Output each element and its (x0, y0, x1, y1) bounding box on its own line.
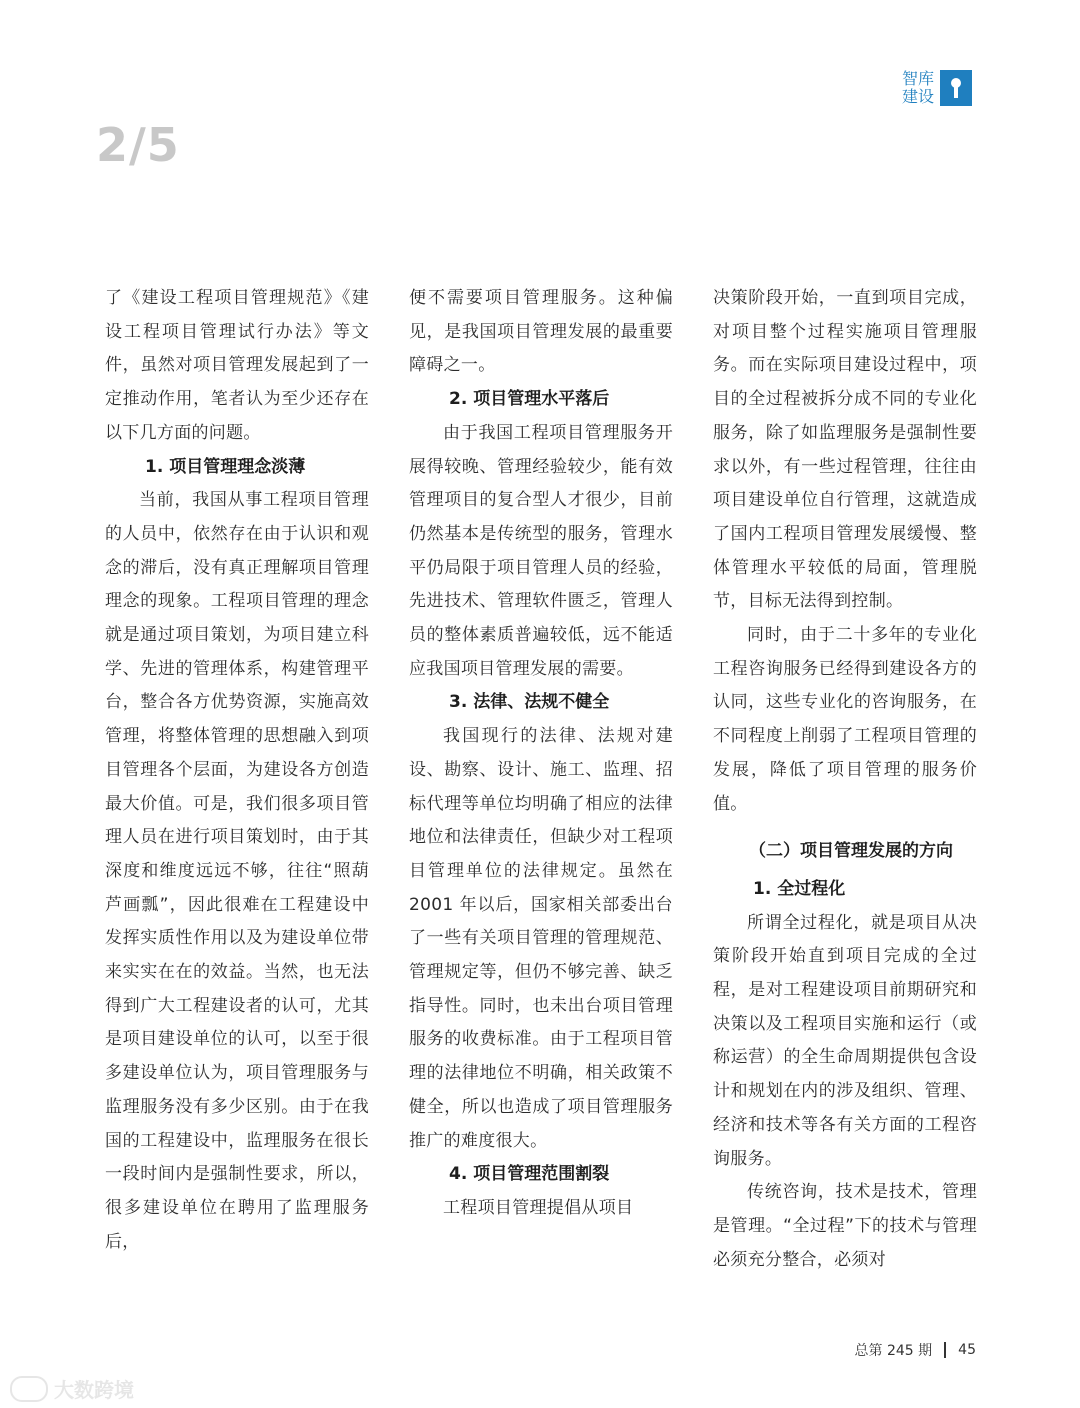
footer-divider (944, 1342, 946, 1358)
paragraph: 决策阶段开始，一直到项目完成，对项目整个过程实施项目管理服务。而在实际项目建设过程中，项目的全过程被拆分成不同的专业化服务，除了如监理服务是强制性要求以外，有一些过程管理，往往由项目建设单位自行管理，这就造成了国内工程项目管理发展缓慢、整体管理水平较低的局面，管理脱节，目标无法得到控制。 (713, 288, 977, 612)
subheading: 4. 项目管理范围割裂 (449, 1164, 610, 1185)
issue-number: 总第 245 期 (854, 1343, 933, 1359)
page-marker: 2/5 (96, 118, 180, 172)
paragraph: 同时，由于二十多年的专业化工程咨询服务已经得到建设各方的认同，这些专业化的咨询服务，在不同程度上削弱了工程项目管理的发展，降低了项目管理的服务价值。 (713, 625, 977, 814)
subheading: 1. 项目管理理念淡薄 (145, 456, 306, 477)
watermark-logo-icon (10, 1376, 48, 1402)
column-3 (713, 282, 977, 1312)
section-heading: （二）项目管理发展的方向 (749, 841, 953, 862)
subheading: 2. 项目管理水平落后 (449, 389, 610, 410)
paragraph: 由于我国工程项目管理服务开展得较晚、管理经验较少，能有效管理项目的复合型人才很少，目前仍然基本是传统型的服务，管理水平仍局限于项目管理人员的经验，先进技术、管理软件匮乏，管理人员的整体素质普遍较低，远不能适应我国项目管理发展的需要。 (409, 422, 673, 679)
subheading: 1. 全过程化 (753, 878, 846, 899)
subheading: 3. 法律、法规不健全 (449, 692, 610, 713)
column-1 (105, 282, 369, 1312)
watermark-text: 大数跨境 (54, 1378, 134, 1402)
paragraph: 我国现行的法律、法规对建设、勘察、设计、施工、监理、招标代理等单位均明确了相应的法律地位和法律责任，但缺少对工程项目管理单位的法律规定。虽然在 2001 年以后，国家相关部委出台了一些有关项目管理的管理规范、管理规定等，但仍不够完善、缺乏指导性。同时，也未出台项目管理服务的收费标准。由于工程项目管理的法律地位不明确，相关政策不健全，所以也造成了项目管理服务推广的难度很大。 (409, 726, 673, 1151)
watermark (10, 1374, 134, 1403)
section-tag (902, 70, 972, 106)
paragraph: 当前，我国从事工程项目管理的人员中，依然存在由于认识和观念的滞后，没有真正理解项目管理理念的现象。工程项目管理的理念就是通过项目策划，为项目建立科学、先进的管理体系，构建管理平台，整合各方优势资源，实施高效管理，将整体管理的思想融入到项目管理各个层面，为建设各方创造最大价值。可是，我们很多项目管理人员在进行项目策划时，由于其深度和维度远远不够，往往“照葫芦画瓢”，因此很难在工程建设中发挥实质性作用以及为建设单位带来实实在在的效益。当然，也无法得到广大工程建设者的认可，尤其是项目建设单位的认可，以至于很多建设单位认为，项目管理服务与监理服务没有多少区别。由于在我国的工程建设中，监理服务在很长一段时间内是强制性要求，所以，很多建设单位在聘用了监理服务后， (105, 490, 369, 1252)
paragraph: 传统咨询，技术是技术，管理是管理。“全过程”下的技术与管理必须充分整合，必须对 (713, 1182, 977, 1270)
page-number: 45 (958, 1342, 976, 1358)
page-footer (855, 1340, 976, 1360)
column-2 (409, 282, 673, 1312)
article-body (105, 282, 977, 1312)
section-tag-line1: 智库 (901, 69, 934, 88)
keyhole-icon (940, 70, 972, 106)
paragraph: 工程项目管理提倡从项目 (443, 1197, 634, 1218)
section-tag-label (902, 70, 934, 106)
section-tag-line2: 建设 (901, 87, 934, 106)
paragraph: 了《建设工程项目管理规范》《建设工程项目管理试行办法》等文件，虽然对项目管理发展起到了一定推动作用，笔者认为至少还存在以下几方面的问题。 (105, 288, 369, 443)
paragraph: 所谓全过程化，就是项目从决策阶段开始直到项目完成的全过程，是对工程建设项目前期研究和决策以及工程项目实施和运行（或称运营）的全生命周期提供包含设计和规划在内的涉及组织、管理、经济和技术等各有关方面的工程咨询服务。 (713, 912, 977, 1169)
paragraph: 便不需要项目管理服务。这种偏见，是我国项目管理发展的最重要障碍之一。 (409, 288, 673, 376)
